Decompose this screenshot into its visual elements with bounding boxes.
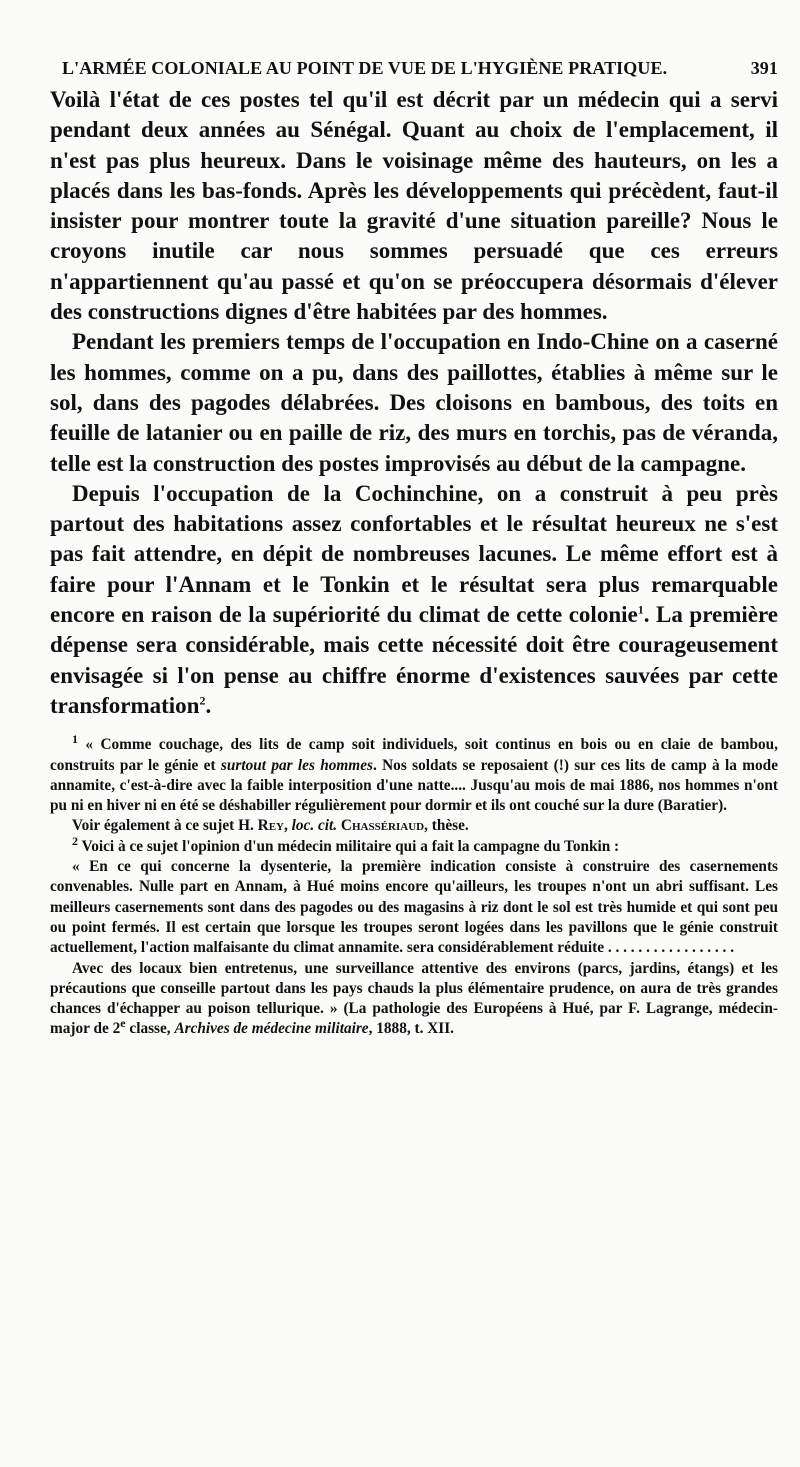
author-name: Chassériaud — [340, 817, 425, 835]
footnote-mark: 1 — [72, 732, 78, 747]
footnote-text: classe, — [125, 1020, 175, 1038]
footnote-text: « Comme couchage, des lits de camp soit individuels, soit continus en bois ou en claie de bambou, construits par le génie et — [50, 736, 778, 774]
footnote-text: , — [283, 817, 292, 835]
paragraph: Pendant les premiers temps de l'occupation en Indo-Chine on a caserné les hommes, comme on a pu, dans des paillottes, établies à même sur le sol, dans des pagodes délabrées. Des cloisons en bambous, des toits en feuille de latanier ou en paille de riz, des murs en torchis, pas de véranda, telle est la construction des postes improvisés au début de la campagne. — [50, 329, 778, 476]
footnote-mark: 2 — [72, 833, 78, 848]
footnote-quote — [50, 959, 778, 1040]
footnotes — [50, 732, 778, 1039]
paragraph: Voilà l'état de ces postes tel qu'il est décrit par un médecin qui a servi pendant deux années au Sénégal. Quant au choix de l'emplacement, il n'est pas plus heureux. Dans le voisinage même des hauteurs, on les a placés dans les bas-fonds. Après les développements qui précèdent, faut-il insister pour montrer toute la gravité d'une situation pareille? Nous le croyons inutile car nous sommes persuadé que ces erreurs n'appartiennent qu'au passé et qu'on se préoccupera désormais d'élever des constructions dignes d'être habitées par des hommes. — [50, 87, 778, 325]
paragraph-text: Depuis l'occupation de la Cochinchine, on a construit à peu près partout des habitations assez confortables et le résultat heureux ne s'est pas fait attendre, en dépit de nombreuses lacunes. Le même effort est à faire pour l'Annam et le Tonkin et le résultat sera plus remarquable encore en raison de la supériorité du climat de cette colonie — [50, 480, 778, 628]
footnote-ref: 1 — [637, 602, 644, 617]
page-number: 391 — [750, 58, 778, 78]
footnote — [50, 816, 778, 836]
ordinal-suffix: e — [120, 1016, 126, 1031]
footnote-text: Avec des locaux bien entretenus, une surveillance attentive des environs (parcs, jardins, étangs) et les précautions que conseille partout dans les pays chauds la plus élémentaire prudence, on aura de très grandes chances d'échapper au poison tellurique. » (La pathologie des Européens à Hué, par F. Lagrange, médecin-major de 2 — [50, 959, 778, 1038]
footnote-italic: Archives de médecine militaire — [174, 1020, 369, 1038]
running-header — [50, 58, 778, 79]
author-name: Rey — [257, 817, 284, 835]
main-text — [50, 85, 778, 721]
footnote-text: Voici à ce sujet l'opinion d'un médecin militaire qui a fait la campagne du Tonkin : — [81, 837, 620, 855]
paragraph — [50, 479, 778, 721]
running-title: L'ARMÉE COLONIALE AU POINT DE VUE DE L'HYGIÈNE PRATIQUE. — [62, 58, 668, 78]
footnote-ref: 2 — [199, 693, 206, 708]
footnote-italic: loc. cit. — [291, 817, 338, 835]
footnote — [50, 833, 778, 857]
paragraph-text: . La première dépense sera considérable, mais cette nécessité doit être courageusement envisagée si l'on pense au chiffre énorme d'existences sauvées par cette transformation — [50, 602, 778, 718]
footnote-text: Voir également à ce sujet H. — [72, 817, 258, 835]
footnote-text: , 1888, t. XII. — [368, 1020, 455, 1038]
footnote-text: . Nos soldats se reposaient (!) sur ces lits de camp à la mode annamite, c'est-à-dire avec la faible interposition d'une natte.... Jusqu'au mois de mai 1886, nos hommes n'ont pu ni en hiver ni en été se déshabiller régulièrement pour dormir et ils ont couché sur la dure (Baratier). — [50, 756, 778, 815]
footnote — [50, 732, 778, 816]
footnote-italic: surtout par les hommes — [220, 756, 373, 774]
footnote-quote: « En ce qui concerne la dysenterie, la première indication consiste à construire des casernements convenables. Nulle part en Annam, à Hué moins encore qu'ailleurs, les troupes n'ont un abri suffisant. Les meilleurs casernements sont dans des pagodes ou des magasins à riz dont le sol est très humide et qui sont peu ou point fermés. Il est certain que lorsque les troupes seront logées dans les pavillons que le génie construit actuellement, l'action malfaisante du climat annamite. sera considérablement réduite . . . . . . . . . . . . . . . . . — [50, 858, 778, 957]
footnote-text: , thèse. — [424, 817, 469, 835]
paragraph-text: . — [205, 692, 212, 718]
